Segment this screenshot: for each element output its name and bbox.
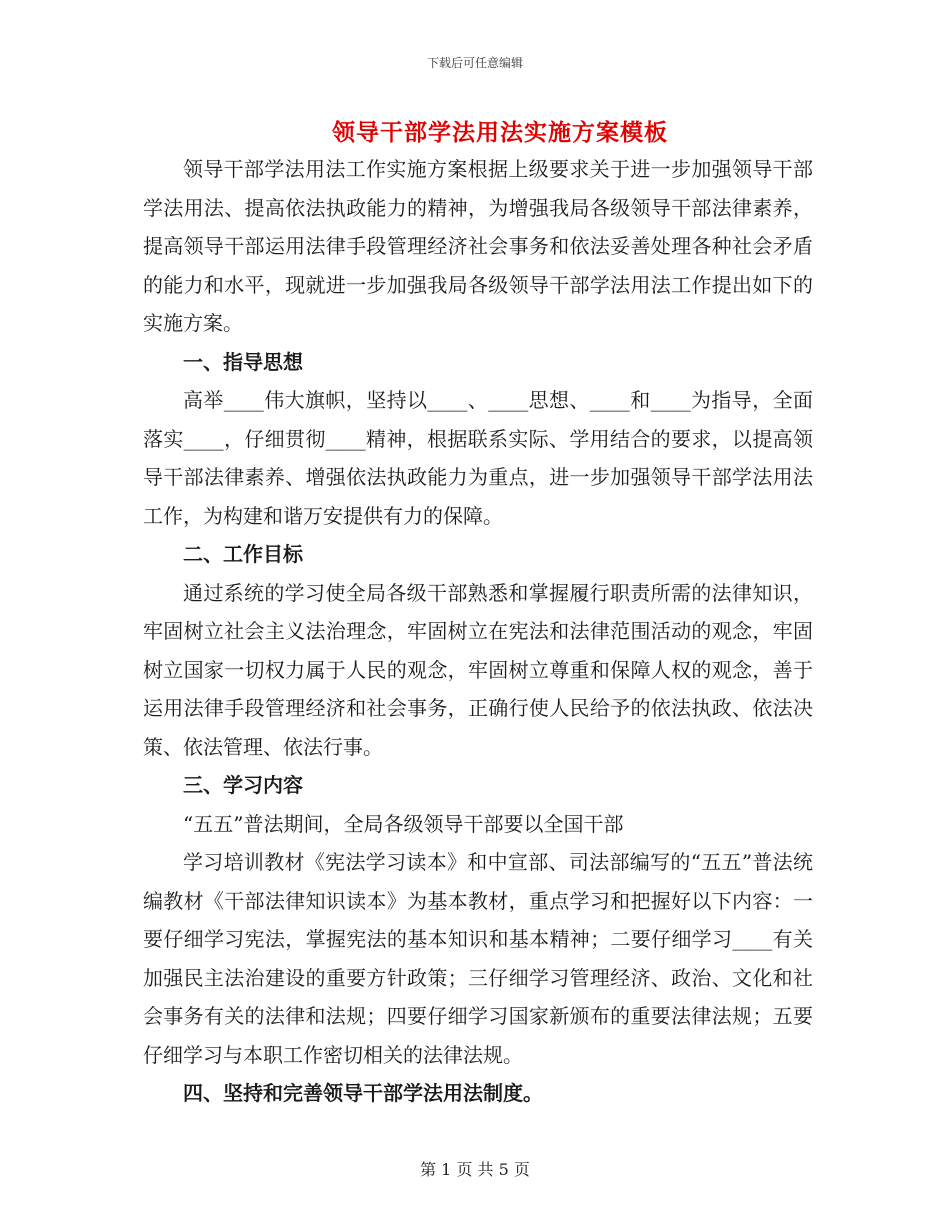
section-paragraph: 通过系统的学习使全局各级干部熟悉和掌握履行职责所需的法律知识，牢固树立社会主义法治理念，牢固树立在宪法和法律范围活动的观念，牢固树立国家一切权力属于人民的观念，牢固树立尊重和保障人权的观念，善于运用法律手段管理经济和社会事务，正确行使人民给予的依法执政、依法决策、依法管理、依法行事。 xyxy=(143,580,813,759)
page-indicator: 第 1 页 共 5 页 xyxy=(420,1160,530,1179)
document-body xyxy=(143,150,813,1113)
section-paragraph: “五五”普法期间，全局各级领导干部要以全国干部 xyxy=(183,811,624,836)
document-title: 领导干部学法用法实施方案模板 xyxy=(332,119,668,146)
section-heading-guiding-ideology: 一、指导思想 xyxy=(183,349,303,374)
section-heading-study-content: 三、学习内容 xyxy=(183,773,303,797)
section-paragraph: 高举____伟大旗帜，坚持以____、____思想、____和____为指导，全面落实____，仔细贯彻____精神，根据联系实际、学用结合的要求，以提高领导干部法律素养、增强依法执政能力为重点，进一步加强领导干部学法用法工作，为构建和谐万安提供有力的保障。 xyxy=(143,388,813,528)
section-heading-work-goals: 二、工作目标 xyxy=(183,542,303,566)
intro-paragraph: 领导干部学法用法工作实施方案根据上级要求关于进一步加强领导干部学法用法、提高依法执政能力的精神，为增强我局各级领导干部法律素养，提高领导干部运用法律手段管理经济社会事务和依法妥善处理各种社会矛盾的能力和水平，现就进一步加强我局各级领导干部学法用法工作提出如下的实施方案。 xyxy=(143,157,813,335)
section-paragraph: 学习培训教材《宪法学习读本》和中宣部、司法部编写的“五五”普法统编教材《干部法律知识读本》为基本教材，重点学习和把握好以下内容：一要仔细学习宪法，掌握宪法的基本知识和基本精神；二要仔细学习____有关加强民主法治建设的重要方针政策；三仔细学习管理经济、政治、文化和社会事务有关的法律和法规；四要仔细学习国家新颁布的重要法律法规；五要仔细学习与本职工作密切相关的法律法规。 xyxy=(143,850,813,1067)
section-heading-system: 四、坚持和完善领导干部学法用法制度。 xyxy=(183,1081,543,1105)
page-header-note: 下载后可任意编辑 xyxy=(426,56,523,70)
